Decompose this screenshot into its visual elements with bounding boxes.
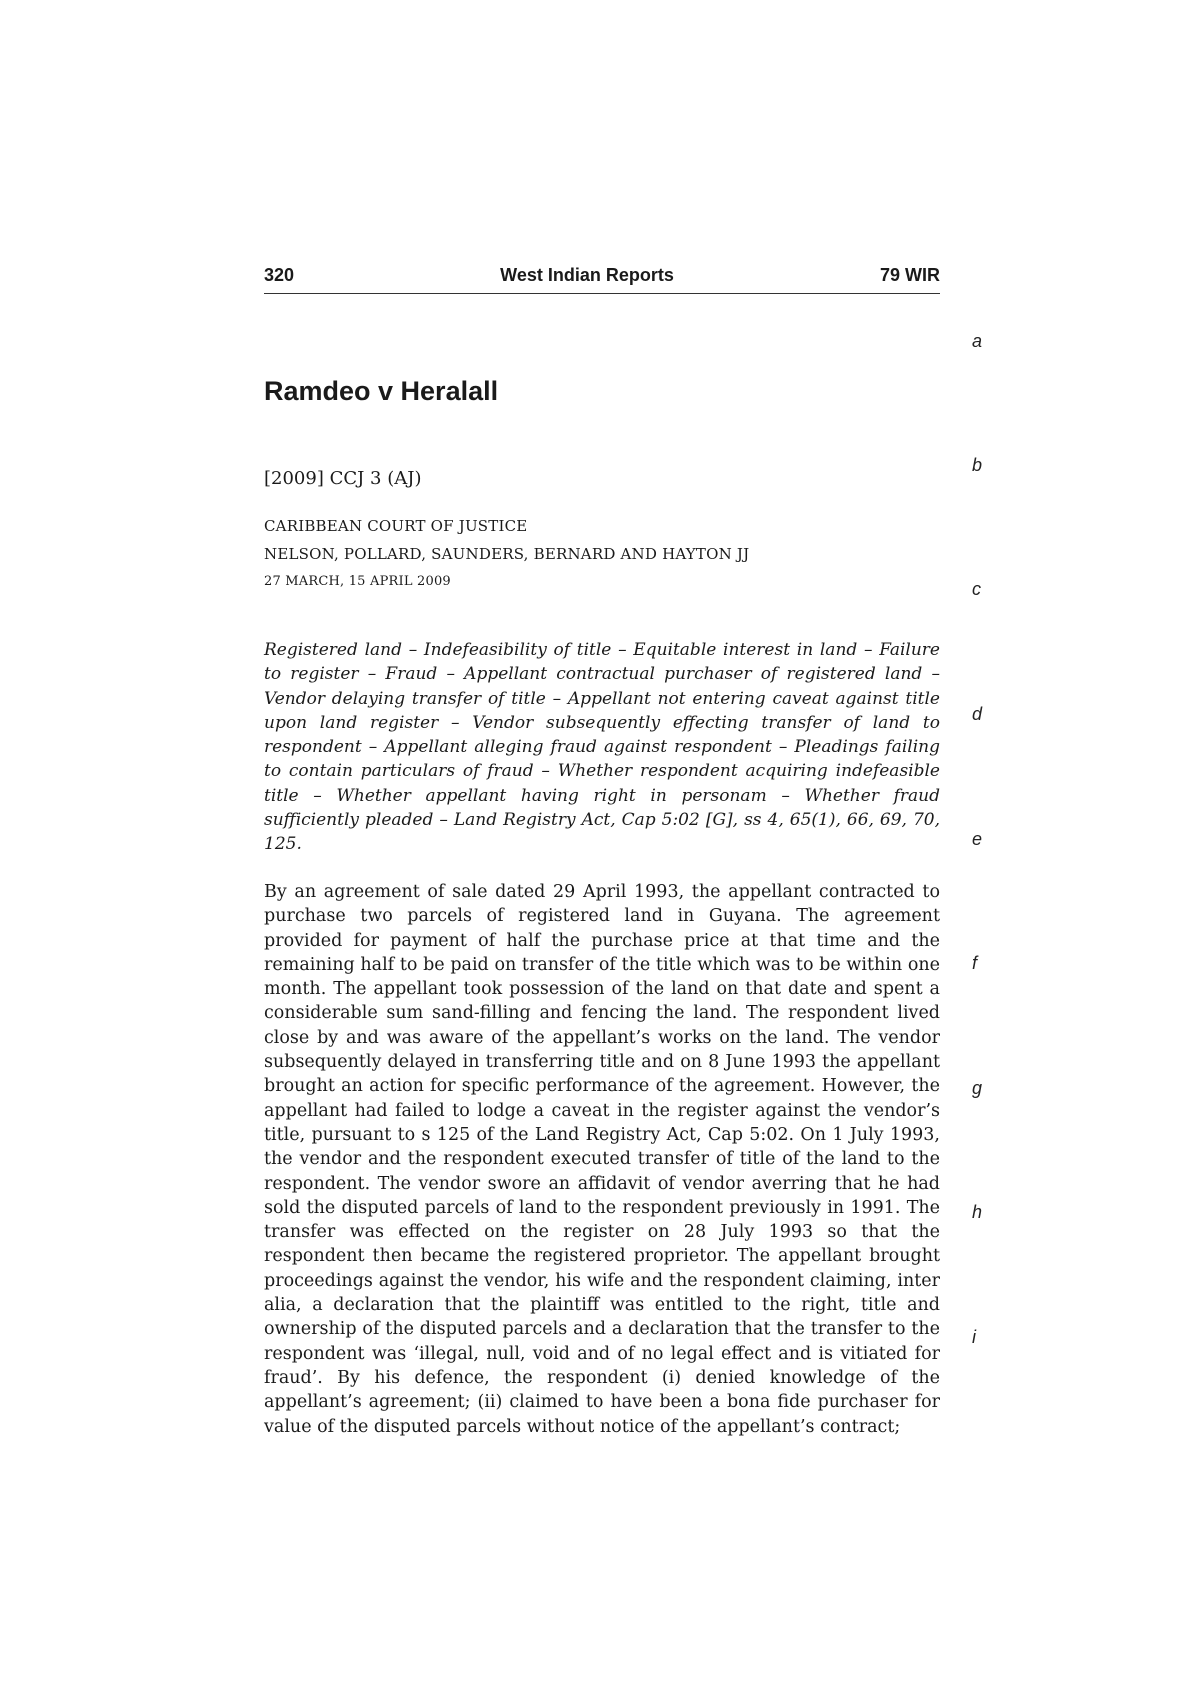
- margin-letter: h: [972, 1202, 983, 1222]
- margin-letter: c: [972, 579, 981, 599]
- judges: NELSON, POLLARD, SAUNDERS, BERNARD AND HAYTON JJ: [264, 545, 750, 563]
- margin-letter: e: [972, 829, 983, 849]
- case-citation: [2009] CCJ 3 (AJ): [264, 468, 422, 489]
- hearing-dates: 27 MARCH, 15 APRIL 2009: [264, 574, 451, 589]
- case-title: Ramdeo v Heralall: [264, 376, 499, 406]
- margin-letter: b: [972, 455, 983, 475]
- court-name: CARIBBEAN COURT OF JUSTICE: [264, 517, 528, 535]
- volume-label: 79 WIR: [879, 265, 940, 285]
- catchwords: Registered land – Indefeasibility of title – Equitable interest in land – Failure to register – Fraud – Appellant contractual purchaser of registered land – Vendor delaying transfer of title – Appellant not entering caveat against title upon land register – Vendor subsequently effecting transfer of land to respondent – Appellant alleging fraud against respondent – Pleadings failing to contain particulars of fraud – Whether respondent acquiring indefeasible title – Whether appellant having right in personam – Whether fraud sufficiently pleaded – Land Registry Act, Cap 5:02 [G], ss 4, 65(1), 66, 69, 70, 125.: [264, 640, 940, 855]
- running-head: [264, 265, 940, 294]
- margin-letter: f: [972, 953, 978, 973]
- page-number: 320: [264, 265, 295, 285]
- publication-title: West Indian Reports: [500, 265, 674, 285]
- margin-letter: a: [972, 331, 983, 351]
- margin-letter: g: [972, 1078, 983, 1098]
- margin-letters: [972, 0, 1002, 1698]
- margin-letter: d: [972, 704, 983, 724]
- headnote-paragraph: By an agreement of sale dated 29 April 1993, the appellant contracted to purchase two parcels of registered land in Guyana. The agreement provided for payment of half the purchase price at that time and the remaining half to be paid on transfer of the title which was to be within one month. The appellant took possession of the land on that date and spent a considerable sum sand-filling and fencing the land. The respondent lived close by and was aware of the appellant’s works on the land. The vendor subsequently delayed in transferring title and on 8 June 1993 the appellant brought an action for specific performance of the agreement. However, the appellant had failed to lodge a caveat in the register against the vendor’s title, pursuant to s 125 of the Land Registry Act, Cap 5:02. On 1 July 1993, the vendor and the respondent executed transfer of title of the land to the respondent. The vendor swore an affidavit of vendor averring that he had sold the disputed parcels of land to the respondent previously in 1991. The transfer was effected on the register on 28 July 1993 so that the respondent then became the registered proprietor. The appellant brought proceedings against the vendor, his wife and the respondent claiming, inter alia, a declaration that the plaintiff was entitled to the right, title and ownership of the disputed parcels and a declaration that the transfer to the respondent was ‘illegal, null, void and of no legal effect and is vitiated for fraud’. By his defence, the respondent (i) denied knowledge of the appellant’s agreement; (ii) claimed to have been a bona fide purchaser for value of the disputed parcels without notice of the appellant’s contract;: [264, 882, 940, 1437]
- margin-letter: i: [972, 1327, 976, 1347]
